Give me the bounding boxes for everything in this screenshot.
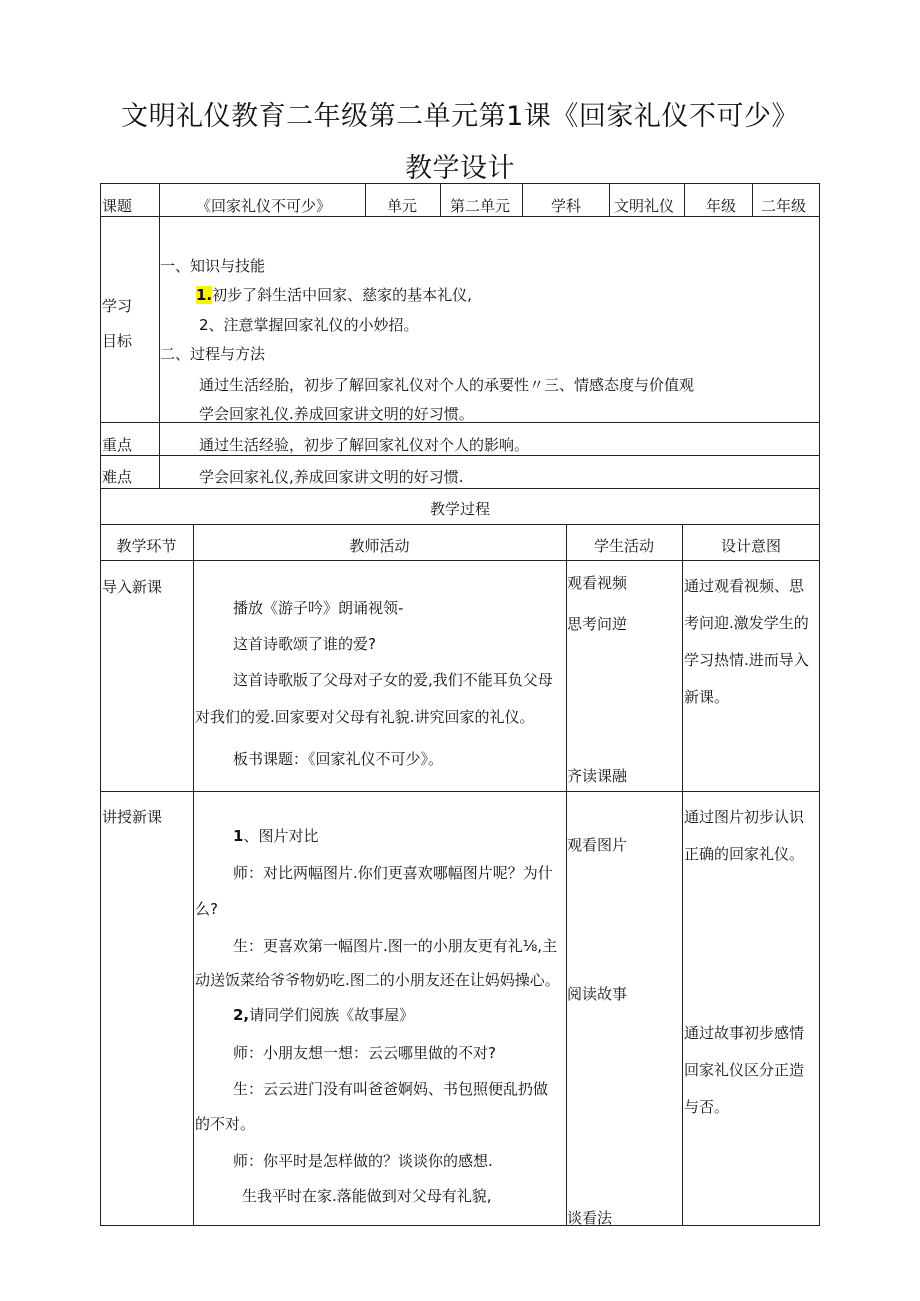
topic-value: 《回家礼仪不可少》 bbox=[196, 197, 332, 215]
student-intro-1: 观看视频 bbox=[567, 574, 628, 592]
process-title: 教学过程 bbox=[429, 500, 490, 518]
objectives-label-2: 目标 bbox=[102, 332, 133, 350]
column-header-stage: 教学环节 bbox=[116, 537, 177, 555]
teacher-teach-line-2: 师：对比两幅图片.你们更喜欢哪幅图片呢？为什 bbox=[233, 864, 553, 882]
column-header-teacher: 教师活动 bbox=[349, 537, 410, 555]
objective-attitude-text: 学会回家礼仪.养成回家讲文明的好习惯。 bbox=[199, 405, 474, 423]
objective-item-2: 2、注意掌握回家礼仪的小妙招。 bbox=[199, 316, 419, 334]
objective-process-text: 通过生活经胎，初步了解回家礼仪对个人的承要性〃三、情感态度与价值观 bbox=[199, 376, 695, 394]
unit-label: 单元 bbox=[387, 197, 418, 215]
intent-intro-2: 考问迎.激发学生的 bbox=[684, 614, 809, 632]
objective-heading-2: 二、过程与方法 bbox=[160, 345, 266, 363]
key-point-label: 重点 bbox=[102, 436, 133, 454]
objective-item-1 bbox=[196, 284, 472, 305]
objectives-label-1: 学习 bbox=[102, 297, 133, 315]
intent-teach-1: 通过图片初步认识 bbox=[684, 808, 805, 826]
student-teach-1: 观看图片 bbox=[567, 836, 628, 854]
difficulty-label: 难点 bbox=[102, 468, 133, 486]
objective-item-1-text: 初步了斜生活中回家、慈家的基本礼仪, bbox=[212, 286, 472, 304]
intent-intro-1: 通过观看视频、思 bbox=[684, 577, 805, 595]
subject-value: 文明礼仪 bbox=[614, 197, 675, 215]
teacher-teach-line-10: 师：你平时是怎样做的？谈谈你的感想. bbox=[233, 1152, 493, 1170]
teacher-teach-line-8: 生：云云进门没有叫爸爸婀妈、书包照便乱扔做 bbox=[233, 1080, 549, 1098]
teacher-teach-line-11: 生我平时在家.落能做到对父母有礼貌, bbox=[242, 1187, 492, 1205]
intent-teach-5: 与否。 bbox=[684, 1098, 730, 1116]
teacher-intro-line-4: 对我们的爱.回家要对父母有礼貌.讲究回家的礼仪。 bbox=[195, 708, 535, 726]
teacher-teach-line-6: 2,请同学们阅族《故事屋》 bbox=[233, 1006, 415, 1024]
student-intro-3: 齐读课融 bbox=[567, 767, 628, 785]
objective-item-1-number: 1. bbox=[196, 286, 213, 304]
student-intro-2: 思考问逆 bbox=[567, 615, 628, 633]
document-subtitle: 教学设计 bbox=[405, 153, 515, 184]
key-point-text: 通过生活经验，初步了解回家礼仪对个人的影响。 bbox=[199, 436, 530, 454]
teacher-intro-line-1: 播放《游子吟》朗诵视领- bbox=[233, 599, 404, 617]
intent-intro-3: 学习热情.进而导入 bbox=[684, 651, 809, 669]
teacher-teach-line-9: 的不对。 bbox=[195, 1115, 256, 1133]
teacher-teach-line-4: 生：更喜欢第一幅图片.图一的小朋友更有礼⅛,主 bbox=[233, 937, 558, 955]
teacher-intro-line-5: 板书课题：《回家礼仪不可少》。 bbox=[233, 750, 444, 768]
intent-teach-2: 正确的回家礼仪。 bbox=[684, 845, 805, 863]
column-header-student: 学生活动 bbox=[593, 537, 654, 555]
stage-intro: 导入新课 bbox=[102, 578, 163, 596]
objective-heading-1: 一、知识与技能 bbox=[160, 257, 266, 275]
document-title: 文明礼仪教育二年级第二单元第1课《回家礼仪不可少》 bbox=[121, 101, 799, 132]
teacher-intro-line-3: 这首诗歌版了父母对子女的爱,我们不能耳负父母 bbox=[233, 671, 553, 689]
stage-teaching: 讲授新课 bbox=[102, 808, 163, 826]
subject-label: 学科 bbox=[551, 197, 582, 215]
grade-label: 年级 bbox=[706, 197, 737, 215]
teacher-teach-line-1: 1、图片对比 bbox=[233, 827, 319, 845]
student-teach-2: 阅读故事 bbox=[567, 985, 628, 1003]
intent-intro-4: 新课。 bbox=[684, 688, 730, 706]
student-teach-3: 谈看法 bbox=[567, 1209, 613, 1227]
topic-label: 课题 bbox=[102, 197, 133, 215]
difficulty-text: 学会回家礼仪,养成回家讲文明的好习惯. bbox=[199, 468, 464, 486]
intent-teach-3: 通过故事初步感情 bbox=[684, 1024, 805, 1042]
intent-teach-4: 回家礼仪区分正造 bbox=[684, 1061, 805, 1079]
teacher-intro-line-2: 这首诗歌颂了谁的爱? bbox=[233, 635, 376, 653]
unit-value: 第二单元 bbox=[450, 197, 511, 215]
column-header-intent: 设计意图 bbox=[720, 537, 781, 555]
teacher-teach-line-7: 师：小朋友想一想：云云哪里做的不对? bbox=[233, 1044, 496, 1062]
grade-value: 二年级 bbox=[761, 197, 807, 215]
teacher-teach-line-5: 动送饭菜给爷爷物奶吃.图二的小朋友还在让妈妈操心。 bbox=[195, 971, 560, 989]
teacher-teach-line-3: 么? bbox=[195, 900, 218, 918]
